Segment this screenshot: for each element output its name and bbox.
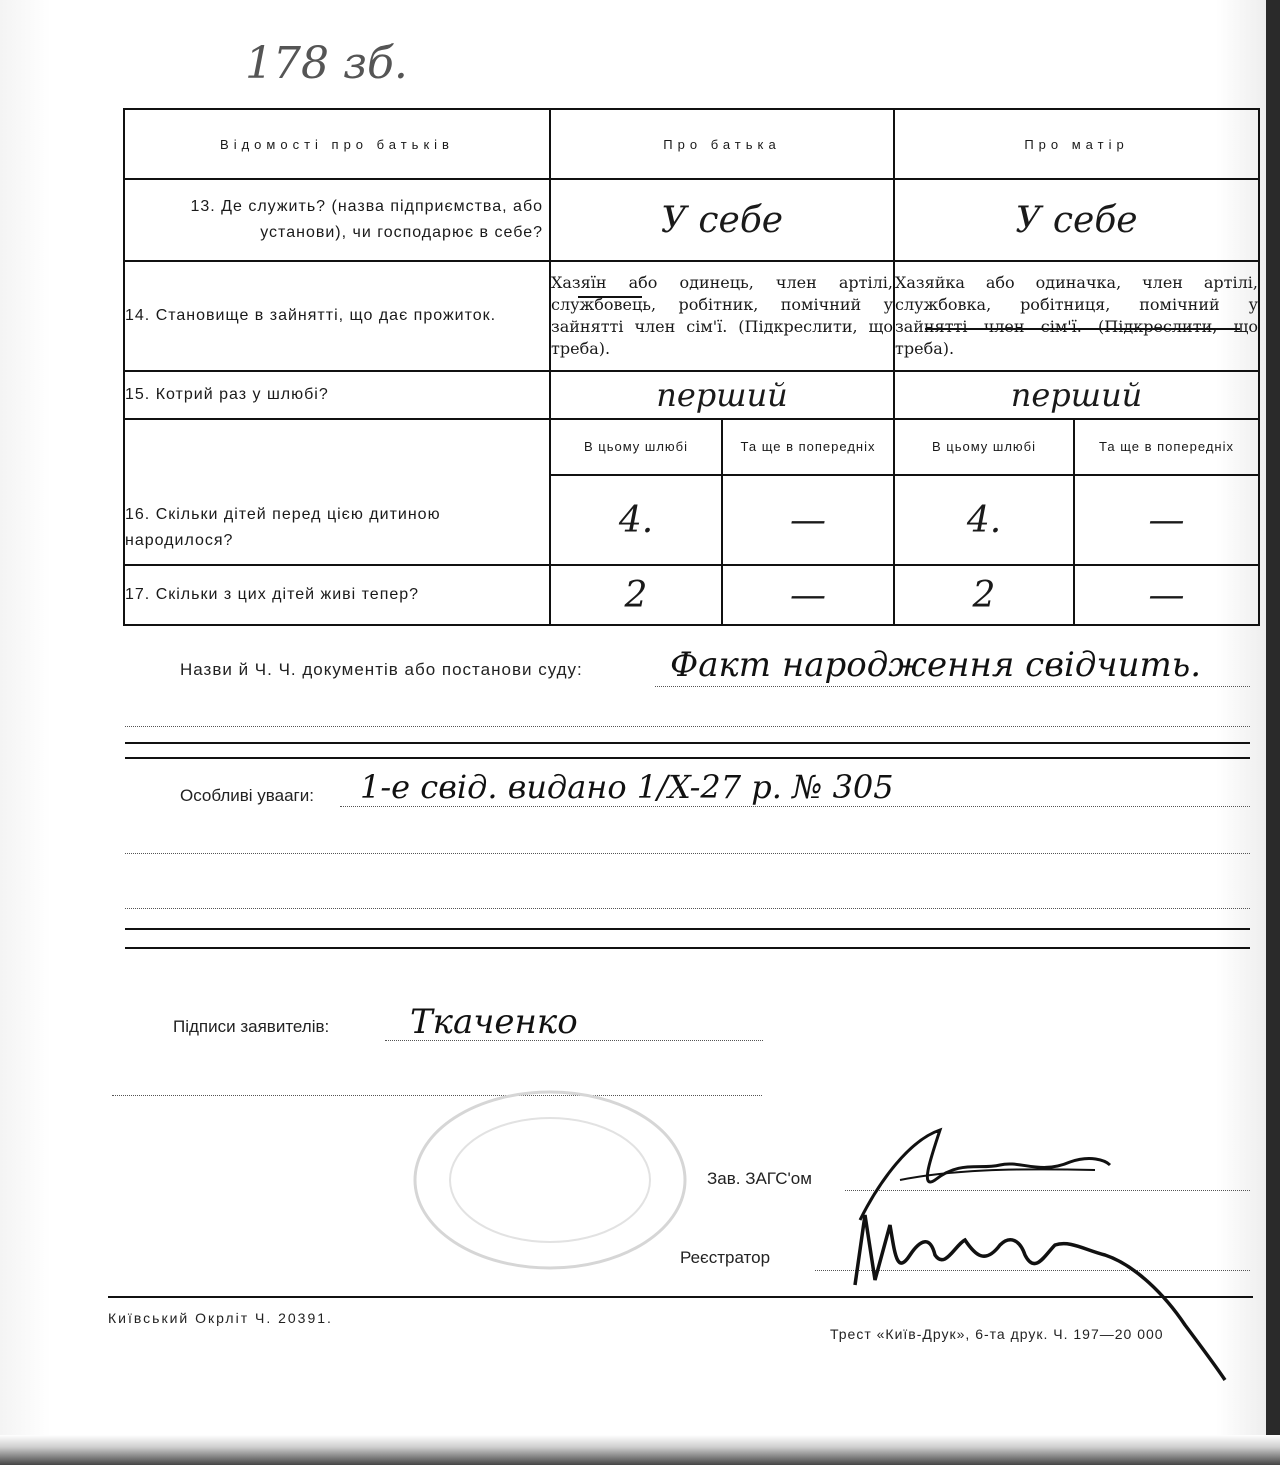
q17-father-prev: — bbox=[722, 565, 894, 625]
q15-father-answer: перший bbox=[550, 371, 894, 419]
q16-mother-this: 4. bbox=[894, 475, 1074, 565]
applicant-signature: Ткаченко bbox=[410, 1002, 578, 1042]
remarks-line-2 bbox=[125, 853, 1250, 854]
remarks-top-rule bbox=[125, 757, 1250, 759]
registrar-label: Реєстратор bbox=[680, 1248, 771, 1267]
q16-father-this: 4. bbox=[550, 475, 722, 565]
signatures-label: Підписи заявителів: bbox=[173, 1017, 330, 1036]
q14-mother-underline bbox=[925, 328, 1240, 330]
footer-right: Трест «Київ-Друк», 6-та друк. Ч. 197—20 000 bbox=[830, 1326, 1164, 1342]
q13-question: 13. Де служить? (назва підприємства, або установи), чи господарює в себе? bbox=[124, 179, 550, 261]
remarks-line bbox=[340, 806, 1250, 807]
page-bottom-shadow bbox=[0, 1435, 1280, 1465]
header-father: Про батька bbox=[550, 109, 894, 179]
sub-father-this: В цьому шлюбі bbox=[550, 419, 722, 475]
header-mother: Про матір bbox=[894, 109, 1259, 179]
footer-left: Київський Окрліт Ч. 20391. bbox=[108, 1310, 333, 1326]
q16-father-prev: — bbox=[722, 475, 894, 565]
q16-mother-prev: — bbox=[1074, 475, 1259, 565]
sub-mother-prev: Та ще в попередніх bbox=[1074, 419, 1259, 475]
remarks-label: Особливі увааги: bbox=[180, 786, 314, 805]
header-info: Відомості про батьків bbox=[124, 109, 550, 179]
remarks-bottom-rule bbox=[125, 947, 1250, 949]
remarks-rule bbox=[125, 928, 1250, 930]
sub-father-prev: Та ще в попередніх bbox=[722, 419, 894, 475]
faint-stamp bbox=[400, 1080, 700, 1280]
page-edge-shadow bbox=[1266, 0, 1280, 1465]
q15-mother-answer: перший bbox=[894, 371, 1259, 419]
q17-father-this: 2 bbox=[550, 565, 722, 625]
sub-mother-this: В цьому шлюбі bbox=[894, 419, 1074, 475]
documents-line-2 bbox=[125, 726, 1250, 727]
documents-value: Факт народження свідчить. bbox=[670, 645, 1202, 685]
parents-info-table bbox=[123, 108, 1260, 626]
q13-mother-answer: У себе bbox=[894, 179, 1259, 261]
q14-father-options: Хазяїн або одинець, член артілі, службовець, робітник, помічний у зайнятті член сім'ї. (Підкреслити, що треба). bbox=[550, 261, 894, 371]
q17-question: 17. Скільки з цих дітей живі тепер? bbox=[124, 565, 550, 625]
q15-question: 15. Котрий раз у шлюбі? bbox=[124, 371, 550, 419]
q16-question: 16. Скільки дітей перед цією дитиною народилося? bbox=[124, 419, 550, 565]
zags-head-label: Зав. ЗАГС'ом bbox=[707, 1169, 812, 1188]
footer-rule bbox=[108, 1296, 1253, 1298]
remarks-line-3 bbox=[125, 908, 1250, 909]
q17-mother-this: 2 bbox=[894, 565, 1074, 625]
documents-rule bbox=[125, 742, 1250, 744]
documents-label: Назви й Ч. Ч. документів або постанови суду: bbox=[180, 660, 583, 679]
q14-father-underline bbox=[578, 296, 642, 298]
remarks-value: 1-е свід. видано 1/X-27 р. № 305 bbox=[360, 768, 894, 806]
q14-mother-options: Хазяйка або одиначка, член артілі, службовка, робітниця, помічний у зайнятті член сім'ї. (Підкреслити, що треба). bbox=[894, 261, 1259, 371]
registrar-signature bbox=[835, 1195, 1235, 1390]
q17-mother-prev: — bbox=[1074, 565, 1259, 625]
q13-father-answer: У себе bbox=[550, 179, 894, 261]
corner-note: 178 зб. bbox=[245, 38, 408, 89]
documents-line bbox=[655, 686, 1250, 687]
q14-question: 14. Становище в зайнятті, що дає прожиток. bbox=[124, 261, 550, 371]
